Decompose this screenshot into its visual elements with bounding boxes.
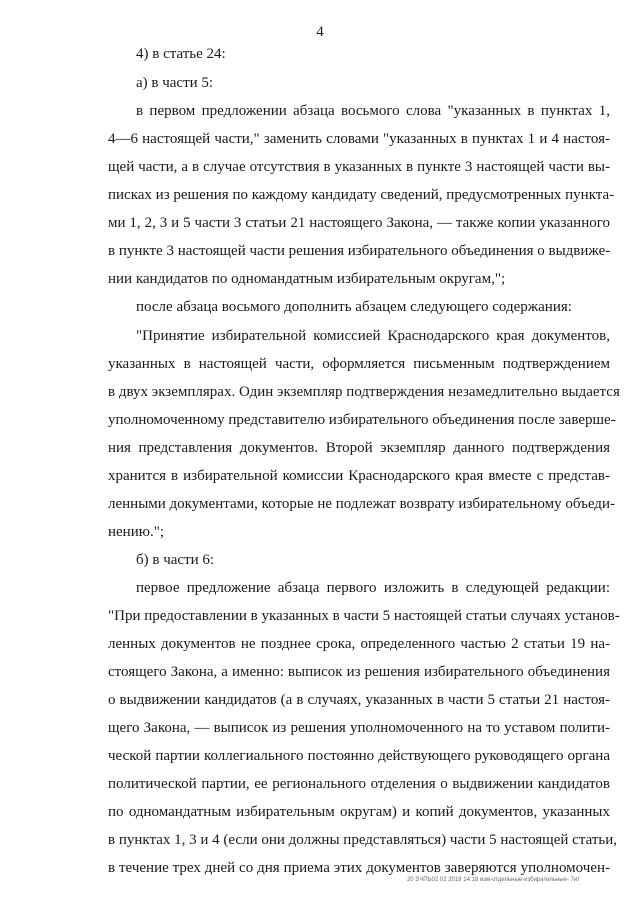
- text-line: ленных документов не позднее срока, определенного частью 2 статьи 19 на-: [108, 636, 610, 652]
- text-line: а) в части 5:: [136, 75, 214, 91]
- page-number: 4: [316, 24, 324, 40]
- text-line: политической партии, ее регионального отделения о выдвижении кандидатов: [108, 776, 610, 792]
- text-line: в первом предложении абзаца восьмого слова "указанных в пунктах 1,: [136, 103, 610, 119]
- text-line: по одномандатным избирательным округам) и копий документов, указанных: [108, 804, 610, 820]
- text-line: ческой партии коллегиального постоянно действующего руководящего органа: [108, 748, 610, 764]
- text-line: хранится в избирательной комиссии Краснодарского края вместе с представ-: [108, 468, 610, 484]
- text-line: указанных в настоящей части, оформляется письменным подтверждением: [108, 356, 610, 372]
- text-line: в двух экземплярах. Один экземпляр подтверждения незамедлительно выдается: [108, 384, 620, 400]
- text-line: щего Закона, — выписок из решения уполномоченного на то уставом полити-: [108, 720, 610, 736]
- text-line: ленными документами, которые не подлежат возврату избирательному объеди-: [108, 496, 615, 512]
- text-line: "Принятие избирательной комиссией Краснодарского края документов,: [136, 328, 610, 344]
- footer-stamp: 20 SЧПЬ02 02 2018 14:18 изм-отдельные-избирательные- 7ит: [406, 877, 580, 883]
- text-line: б) в части 6:: [136, 552, 215, 568]
- text-line: ния представления документов. Второй экземпляр данного подтверждения: [108, 440, 610, 456]
- text-line: о выдвижении кандидатов (а в случаях, указанных в части 5 статьи 21 настоя-: [108, 692, 610, 708]
- text-line: в пунктах 1, 3 и 4 (если они должны представляться) части 5 настоящей статьи,: [108, 832, 618, 848]
- text-line: писках из решения по каждому кандидату сведений, предусмотренных пункта-: [108, 187, 615, 203]
- text-line: уполномоченному представителю избирательного объединения после заверше-: [108, 412, 616, 428]
- text-line: щей части, а в случае отсутствия в указанных в пункте 3 настоящей части вы-: [108, 159, 610, 175]
- text-line: нии кандидатов по одномандатным избирательным округам,";: [108, 271, 506, 287]
- text-line: нению.";: [108, 524, 164, 540]
- text-line: после абзаца восьмого дополнить абзацем следующего содержания:: [136, 299, 572, 315]
- text-line: первое предложение абзаца первого изложить в следующей редакции:: [136, 580, 610, 596]
- text-line: 4) в статье 24:: [136, 46, 226, 62]
- text-line: в пункте 3 настоящей части решения избирательного объединения о выдвиже-: [108, 243, 611, 259]
- text-line: 4—6 настоящей части," заменить словами "указанных в пунктах 1 и 4 настоя-: [108, 131, 610, 147]
- text-line: в течение трех дней со дня приема этих документов заверяются уполномочен-: [108, 860, 610, 876]
- text-line: ми 1, 2, 3 и 5 части 3 статьи 21 настоящего Закона, — также копии указанного: [108, 215, 610, 231]
- text-line: стоящего Закона, а именно: выписок из решения избирательного объединения: [108, 664, 610, 680]
- text-line: "При предоставлении в указанных в части 5 настоящей статьи случаях установ-: [108, 608, 620, 624]
